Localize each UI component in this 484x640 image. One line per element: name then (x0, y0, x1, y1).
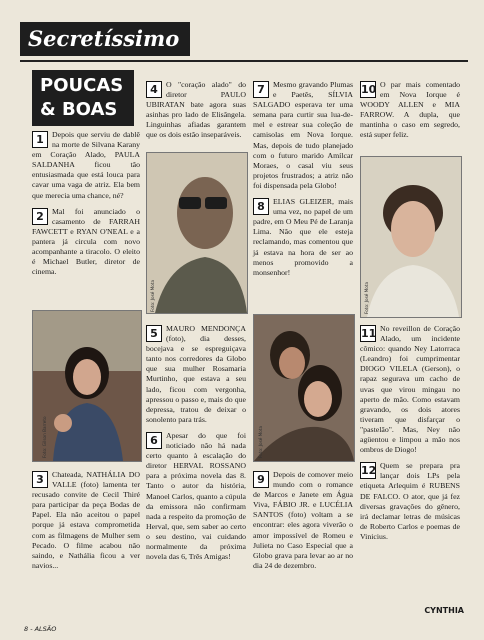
item-text: Mal foi anunciado o casamento de FARRAH FAWCETT e RYAN O'NEAL e a pantera já circula com novo acompanhante a tiracolo. O eleito é Michael Butler, diretor de cinema. (32, 206, 140, 277)
item-text: Depois de comover meio mundo com o romance de Marcos e Janete em Água Viva, FÁBIO JR. e LUCÉLIA SANTOS (foto) voltam a se encontrar: eles agora viverão o amor impossível de Romeu e Julieta no Caso Especial que a Globo grava para levar ao ar no dia 24 de dezembro. (253, 470, 353, 570)
column-1 (32, 130, 140, 283)
item-text: Depois que serviu de dablê na morte de Silvana Karany em Coração Alado, PAULA SALDANHA ficou tão entusiasmada que está louca para cavar uma vaga de atriz. Ela bem que merecia uma chance, né? (32, 130, 140, 200)
news-item-2 (32, 207, 140, 278)
item-text: O "coração alado" do diretor PAULO UBIRATAN bate agora suas asinhas pro lado de Elisângela. Linguinhas afiadas garantem que os dois estão inseparáveis. (146, 80, 246, 140)
news-item-6 (146, 431, 246, 562)
news-item-3 (32, 470, 140, 571)
column-title-text: POUCAS & BOAS (40, 75, 124, 120)
photo-credit-2: Foto: José Mota (258, 425, 263, 458)
news-item-12 (360, 461, 460, 542)
section-banner: Secretíssimo (20, 22, 190, 56)
item-number: 7 (253, 81, 269, 98)
item-text: Apesar do que foi noticiado não há nada certo quanto à escalação do diretor HERVAL ROSSANO para a próxima novela das 8. Tanto o autor da história, Manoel Carlos, quanto a cúpula da emissora não confirmam nada a respeito da promoção de Herval, que, sem saber ao certo o seu destino, vai cuidando normalmente da próxima novela das 6, Três Amigas! (146, 430, 246, 562)
item-number: 4 (146, 81, 162, 98)
column-1b (32, 470, 140, 577)
column-4 (360, 80, 460, 147)
column-title (32, 70, 134, 126)
photo-credit-3: Foto: José Mota (364, 281, 369, 314)
item-number: 12 (361, 464, 377, 478)
author-signature: CYNTHIA (424, 606, 464, 615)
photo-paulo-ubiratan (146, 152, 248, 314)
item-number: 3 (32, 471, 48, 488)
news-item-4 (146, 80, 246, 141)
page-folio: 8 - ALSÃO (24, 625, 57, 633)
item-text: Chateada, NATHÁLIA DO VALLE (foto) lamenta ter recusado convite de Cecil Thiré para participar da peça Bodas de Papel. Ela não aceitou o papel porque já estava comprometida com as filmagens de Mulher sem Pecado. O filme acabou não saindo, e Nathália ficou a ver navios... (32, 470, 140, 570)
photo-credit-0: Foto: José Mota (150, 279, 155, 312)
column-4b (360, 324, 460, 548)
item-number: 1 (32, 131, 48, 148)
item-number: 8 (253, 198, 269, 215)
item-text: Quem se prepara pra lançar dois LPs pela etiqueta Arlequim é RUBENS DE FALCO. O ator, que já fez diversas gravações do gênero, irá declamar letras de músicas de Roberto Carlos e poemas de Vinicius. (360, 461, 460, 541)
news-item-1 (32, 130, 140, 201)
column-2 (146, 80, 246, 147)
item-number: 2 (32, 208, 48, 225)
item-number: 10 (361, 83, 377, 96)
item-number: 6 (146, 432, 162, 449)
column-3b (253, 470, 353, 577)
item-text: ELIAS GLEIZER, mais uma vez, no papel de um padre, em O Meu Pé de Laranja Lima. Não que ele esteja reclamando, mas comentou que já estava na hora de ser ao menos promovido a monsenhor! (253, 197, 353, 277)
news-item-8 (253, 197, 353, 278)
photo-couple-image (254, 315, 354, 461)
item-number: 9 (253, 471, 269, 488)
photo-diogo-vilela (360, 156, 462, 318)
header-rule (20, 60, 468, 62)
photo-diogo-image (361, 157, 461, 317)
item-number: 11 (361, 327, 377, 340)
column-2b (146, 324, 246, 568)
news-item-9 (253, 470, 353, 571)
column-3 (253, 80, 353, 284)
item-number: 5 (146, 325, 162, 342)
item-text: No reveillon de Coração Alado, um incidente cômico: quando Ney Latorraca (Leandro) foi cumprimentar DIOGO VILELA (Gerson), o rapaz segurava um cacho de uvas que virou mingau no aperto de mão. Como estavam gravando, os dois atores tiveram que disfarçar o "pastelão". Mas, Ney não agüentou e limpou a mão nos ombros de Diogo! (360, 324, 460, 455)
news-item-7 (253, 80, 353, 191)
photo-ubiratan-image (147, 153, 247, 313)
photo-credit-1: Foto: Gilson Barreto (42, 416, 47, 458)
item-text: Mesmo gravando Plumas e Paetês, SÍLVIA SALGADO esperava ter uma semana para curtir sua lua-de-mel e estrear sua coleção de camisolas em Nova Iorque. Mas, depois de tudo planejado com o futuro marido Amílcar Moraes, o casal viu seus projetos frustrados; a atriz não foi dispensada pela Globo! (253, 80, 353, 190)
item-text: O par mais comentado em Nova Iorque é WOODY ALLEN e MIA FARROW. A dupla, que mantinha o caso em segredo, está super feliz. (360, 80, 460, 140)
news-item-11 (360, 324, 460, 455)
news-item-10 (360, 80, 460, 141)
photo-nathalia (32, 310, 142, 462)
news-item-5 (146, 324, 246, 425)
photo-fabio-lucelia (253, 314, 355, 462)
photo-nathalia-image (33, 311, 141, 461)
item-text: MAURO MENDONÇA (foto), dia desses, bocejava e se espreguiçava tanto nos corredores da Globo que sua mulher Rosamaria Murtinho, que estava a seu lado, ficou com vergonha, apressou o passo e, mais do que depressa, tratou de deixar o sonolento para trás. (146, 324, 246, 424)
